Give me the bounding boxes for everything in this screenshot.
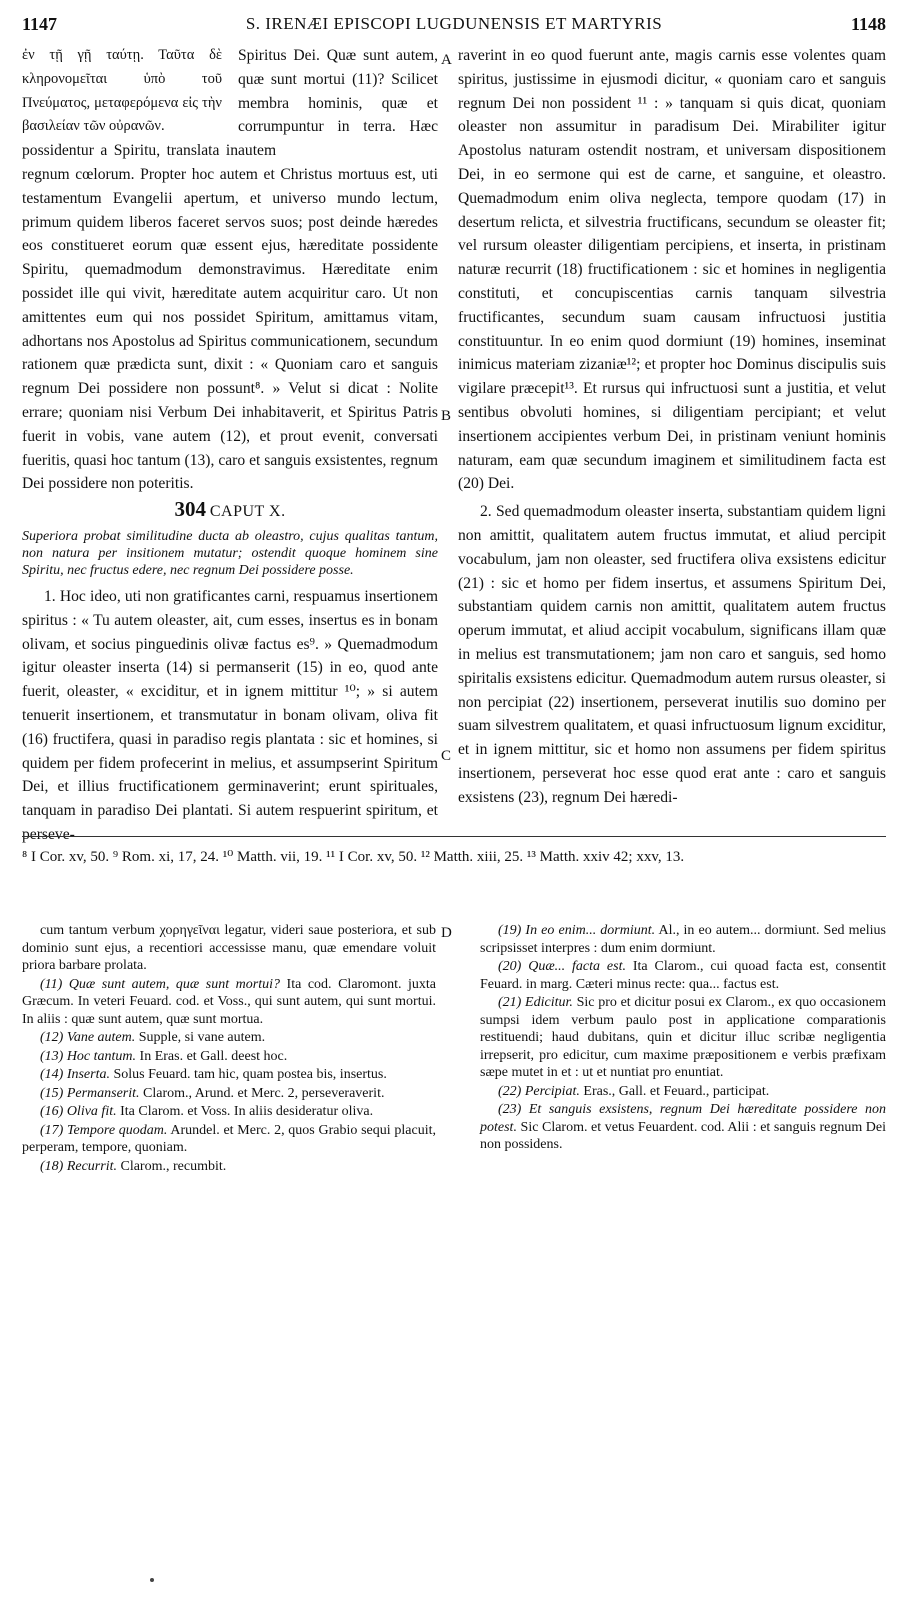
margin-letter-a: A xyxy=(441,52,452,68)
critical-note xyxy=(480,994,886,1082)
note-text: Arundel. et Merc. 2, quos Grabio sequi placuit, perperam, tempore, quoniam. xyxy=(22,1122,436,1155)
margin-letter-b: B xyxy=(441,408,452,424)
note-lemma: (23) Et sanguis exsistens, regnum Dei hæreditate possidere non potest. xyxy=(480,1102,886,1135)
print-speck xyxy=(150,1578,154,1582)
note-text: Clarom., Arund. et Merc. 2, perseveraverit. xyxy=(143,1085,385,1101)
page-number-left: 1147 xyxy=(22,14,58,34)
margin-letter-c: C xyxy=(441,748,452,764)
note-text: Ita cod. Claromont. juxta Græcum. In veteri Feuard. cod. et Voss., qui sunt autem, qui sunt mortui. In aliis : quæ sunt autem, quæ sunt mortua. xyxy=(22,976,437,1027)
chapter-summary: Superiora probat similitudine ducta ab oleastro, cujus qualitas tantum, non natura per insitionem mutatur; ostendit quoque hominem sine Spiritu, nec fructus edere, nec regnum Dei possidere posse. xyxy=(22,528,438,578)
note-lemma: (21) Edicitur. xyxy=(498,995,573,1010)
page-header xyxy=(22,14,886,40)
chapter-page-marker: 304 xyxy=(174,497,206,522)
footnote-rule xyxy=(22,836,886,837)
note-text: In Eras. et Gall. deest hoc. xyxy=(139,1048,288,1064)
note-text: Supple, si vane autem. xyxy=(138,1030,266,1045)
note-text: Solus Feuard. tam hic, quam postea bis, insertus. xyxy=(113,1067,387,1082)
critical-note xyxy=(480,922,886,957)
chapter-title: CAPUT X. xyxy=(209,503,286,521)
critical-note xyxy=(22,922,436,975)
note-lemma: (16) Oliva fit. xyxy=(40,1104,117,1119)
critical-note xyxy=(22,976,436,1029)
scripture-references: ⁸ I Cor. xv, 50. ⁹ Rom. xi, 17, 24. ¹⁰ Matth. vii, 19. ¹¹ I Cor. xv, 50. ¹² Matth. xiii, 25. ¹³ Matth. xxiv 42; xxv, 13. xyxy=(22,849,685,865)
left-text-column xyxy=(22,44,438,843)
right-paragraph-2: 2. Sed quemadmodum oleaster inserta, substantiam quidem ligni non amittit, qualitatem autem fructus immutat, et aliud percipit vocabulum, jam non oleaster, sed fructifera oliva exsistens edicitur (21) : sic et homo per fidem insertus, et assumens Spiritum Dei, substantiam quidem carnis non amittit, qualitatem autem fructus operum immutat, et aliud accipit vocabulum, significans illam quæ in melius est transmutationem; jam non caro et sanguis, sed homo spiritalis exsistens edicitur. Quemadmodum autem rursus oleaster, si non percipiat (22) insertionem, perseverat inutilis suo domino per suam silvestrem qualitatem, et quasi infructuosum lignum exciditur, et in ignem mittitur, sic et homo non assumens per fidem spiritus insertionem, perseverat hoc esse quod erat ante : caro et sanguis exsistens (23), regnum Dei hæredi- xyxy=(458,503,886,806)
note-text: Ita Clarom., cui quoad facta est, consentit Feuard. in marg. Cæteri minus recte: qua... factus est. xyxy=(480,959,887,992)
note-lemma: (11) Quæ sunt autem, quæ sunt mortui? xyxy=(40,976,280,992)
note-lemma: (22) Percipiat. xyxy=(498,1083,580,1099)
note-lemma: (18) Recurrit. xyxy=(40,1158,117,1174)
left-paragraph-2: 1. Hoc ideo, uti non gratificantes carni, respuamus insertionem spiritus : « Tu autem oleaster, ait, cum esses, insertus es in bonam olivam, et socius pinguedinis olivæ factus es⁹. » Quemadmodum igitur oleaster inserta (14) si permanserit (15) in eo, quod ante fuerit, oleaster, « exciditur, et in ignem mittitur ¹⁰; » si autem tenuerit insertionem, et transmutatur in bonam olivam, oliva fit (16) fructifera, quasi in paradiso regis plantata : sic et homines, si quidem per fidem profecerint in melius, et assumpserint Spiritum Dei, et illius fructificationem germinaverint; erunt spirituales, tanquam in paradiso Dei plantati. Si autem respuerint spiritum, et perseve- xyxy=(22,587,438,843)
page-number-right: 1148 xyxy=(850,14,886,34)
notes-right-column xyxy=(480,922,886,1155)
critical-note xyxy=(22,1029,436,1047)
margin-letter-d: D xyxy=(441,925,452,941)
note-text: Sic pro et dicitur posui ex Clarom., ex quo occasionem sumpsi idem verbum paulo post in applicatione comparationis restituendi; haud dubitans, quin et dicitur illuc scribæ negligentia irrepserit, pro edicitur, cum maxime præpositionem e verbis præfixam sæpe mutet in et : ut et nuntiat pro enuntiat. xyxy=(480,995,887,1080)
note-text: Eras., Gall. et Feuard., participat. xyxy=(583,1083,770,1099)
note-text: Clarom., recumbit. xyxy=(120,1158,227,1174)
note-lemma: (19) In eo enim... dormiunt. xyxy=(498,923,656,938)
critical-note xyxy=(22,1103,436,1121)
note-lemma: (12) Vane autem. xyxy=(40,1030,136,1045)
critical-note xyxy=(22,1122,436,1157)
note-text: Al., in eo autem... dormiunt. Sed melius scripsisset interpres : dum enim dormiunt. xyxy=(480,923,886,956)
critical-note xyxy=(480,958,886,993)
greek-text: ἐν τῇ γῇ ταύτῃ. Ταῦτα δὲ κληρονομεῖται ὑπὸ τοῦ Πνεύματος, μεταφερόμενα εἰς τὴν βασιλείαν τῶν οὐρανῶν. xyxy=(22,47,222,135)
left-paragraph-1: possidentur a Spiritu, translata in regnum cœlorum. Propter hoc autem et Christus mortuus est, uti testamentum Evangelii apertum, et universo mundo lectum, primum quidem liberos faceret servos suos; post deinde hæredes eos constitueret eorum quæ essent ejus, hæreditate possidente Spiritu, quemadmodum demonstravimus. Hæreditate enim possidet ille qui vivit, hæreditate autem acquiritur caro. Ut non amittentes eum qui nos possidet Spiritum, amittamus vitam, adhortans nos Apostolus ad Spiritus communicationem, secundum rationem quæ prædicta sunt, dixit : « Quoniam caro et sanguis regnum Dei possidere non possunt⁸. » Velut si dicat : Nolite errare; quoniam nisi Verbum Dei inhabitaverit, et Spiritus Patris fuerit in vobis, vane autem (12), et prout evenit, conversati fueritis, quasi hoc tantum (13), caro et sanguis exsistentes, regnum Dei possidere non poteritis. xyxy=(22,142,438,493)
note-text: Sic Clarom. et vetus Feuardent. cod. Alii : et sanguis regnum Dei non possidens. xyxy=(480,1119,887,1152)
note-lemma: (20) Quæ... facta est. xyxy=(498,959,626,974)
chapter-heading xyxy=(22,498,438,524)
critical-note xyxy=(22,1048,436,1066)
note-lemma: (17) Tempore quodam. xyxy=(40,1122,168,1138)
note-text: cum tantum verbum χορηγεῖναι legatur, videri saue posteriora, et sub dominio sunt ejus, a recentiori accessisse manu, quæ emendare voluit priora barbare prolata. xyxy=(22,923,436,973)
note-lemma: (14) Inserta. xyxy=(40,1067,110,1082)
critical-note xyxy=(480,1083,886,1101)
critical-note xyxy=(480,1101,886,1154)
note-lemma: (15) Permanserit. xyxy=(40,1085,140,1101)
note-lemma: (13) Hoc tantum. xyxy=(40,1048,137,1064)
critical-note xyxy=(22,1158,436,1176)
note-text: Ita Clarom. et Voss. In aliis desideratur oliva. xyxy=(120,1104,374,1119)
critical-note xyxy=(22,1066,436,1084)
right-paragraph-1: raverint in eo quod fuerunt ante, magis carnis esse volentes quam spiritus, justissime in ejusmodi dicitur, « quoniam caro et sanguis regnum Dei non possident ¹¹ : » tanquam si quis dicat, quoniam oleaster non assumitur in paradisum Dei. Mirabiliter igitur Apostolus naturam ostendit nostram, et universam dispositionem Dei, in eo sermone qui est de carne, et sanguine, et oleastro. Quemadmodum enim oliva neglecta, tempore quodam (17) in desertum relicta, et silvestria fructificans, secundum se oleaster fit; vel rursum oleaster diligentiam percipiens, et inserta, in pristinam naturæ recurrit (18) fructificationem : sic et homines in negligentia constituti, et concupiscentias carnis tanquam silvestria fructificantes, secundum suam causam infructuosi justitia constituuntur. In eo enim quod dormiunt (19) homines, inseminat inimicus materiam zizaniæ¹²; et propter hoc Dominus discipulis suis vigilare præcepit¹³. Et rursus qui infructuosi sunt a justitia, et velut sentibus obvoluti homines, si diligentiam percipiant; et velut insertionem accipientes verbum Dei, in pristinam veniunt hominis naturam, eam quæ secundum imaginem et similitudinem facta est (20) Dei. xyxy=(458,47,886,493)
running-title: S. IRENÆI EPISCOPI LUGDUNENSIS ET MARTYRIS xyxy=(245,14,663,33)
notes-left-column xyxy=(22,922,436,1176)
critical-note xyxy=(22,1085,436,1103)
latin-side-text: Spiritus Dei. Quæ sunt autem, quæ sunt mortui (11)? Scilicet membra hominis, quæ et corrumpuntur in terra. Hæc autem xyxy=(238,47,438,160)
right-text-column xyxy=(458,44,886,828)
